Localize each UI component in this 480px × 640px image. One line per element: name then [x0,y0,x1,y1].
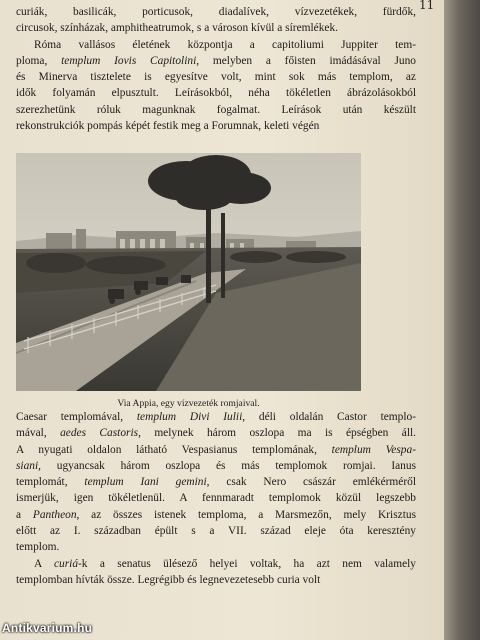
text-line: templomát, templum Iani gemini, csak Nero császár emlékérméről [16,476,416,489]
text-line: ploma, templum Iovis Capitolini, melyben a főisten imádásával Juno [16,54,416,67]
photo-via-appia [16,153,361,391]
text-line: és Minerva tisztelete is egyesítve volt, mint sok más templom, az [16,71,416,84]
text-line: szerezhetünk róluk magunknak fogalmat. Leírások után készült [16,103,416,116]
text-line: A nyugati oldalon látható Vespasianus templomának, templum Vespa- [16,443,416,456]
figure-caption: Via Appia, egy vízvezeték romjaival. [117,398,260,409]
text-line: idők folyamán elpusztult. Leírásokból, néha tökéletlen ábrázolásokból [16,87,416,100]
text-line: Caesar templomával, templum Divi Iulii, déli oldalán Castor templo- [16,411,416,423]
text-line: előtt az I. században épült s a VII. század eleje óta keresztény [16,525,416,538]
text-line: siani, ugyancsak három oszlopa és más templomok romjai. Ianus [16,459,416,472]
text-line: rekonstrukciók pompás képét festik meg a Forumnak, keleti végén [16,120,320,133]
text-line: A curiá-k a senatus ülésező helyei voltak, ha azt nem valamely [34,557,416,570]
text-block-top [16,4,416,134]
text-line: templomban hívták össze. Legrégibb és legnevezetesebb curia volt [16,573,321,586]
text-block-bottom [16,409,416,588]
watermark-text: Antikvarium.hu [2,621,93,635]
text-line: circusok, színházak, amphitheatrumok, s a városon kívül a síremlékek. [16,22,339,35]
photo-illustration [16,153,361,391]
text-line: a Pantheon, az összes istenek temploma, a Marsmezőn, mely Krisztus [16,508,416,521]
text-line: ismerjük, igen tökéletlenül. A fennmaradt templomok közül legszebb [16,492,416,505]
text-line: curiák, basilicák, porticusok, diadalívek, vízvezetékek, fürdők, [16,6,416,18]
page-number: 11 [419,0,435,12]
book-gutter-edge [444,0,480,640]
text-line: mával, aedes Castoris, melynek három oszlopa ma is épségben áll. [16,427,416,440]
text-line: templom. [16,541,60,554]
text-line: Róma vallásos életének központja a capitoliumi Juppiter tem- [34,38,416,51]
